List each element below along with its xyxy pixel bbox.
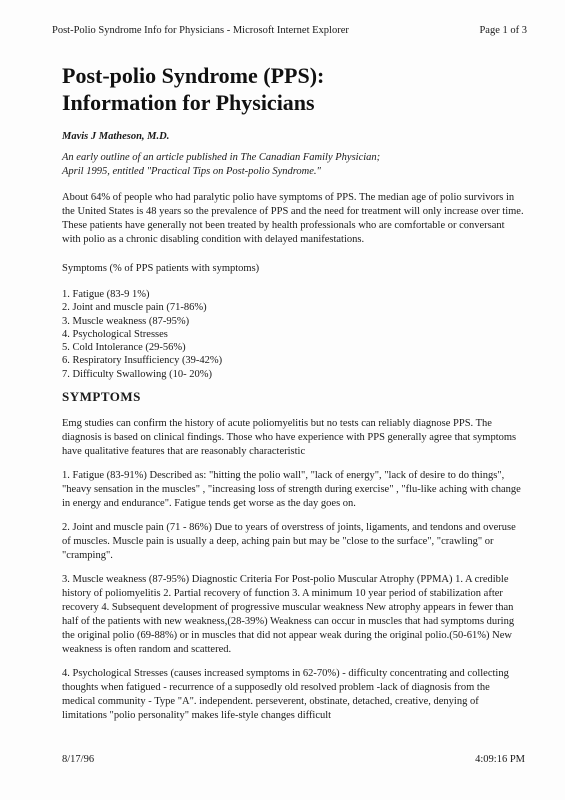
- symptoms-heading: Symptoms (% of PPS patients with symptoms): [62, 263, 260, 274]
- page-number: Page 1 of 3: [479, 25, 527, 36]
- print-date: 8/17/96: [62, 754, 95, 765]
- section-intro-paragraph: Emg studies can confirm the history of acute poliomyelitis but no tests can reliably diagnose PPS. The diagnosis is based on clinical findings. Those who have experience with PPS generally agree that symptoms have qualitative features that are reasonably characteristic: [62, 418, 517, 458]
- list-item: 5. Cold Intolerance (29-56%): [62, 342, 186, 354]
- list-item: 6. Respiratory Insufficiency (39-42%): [62, 355, 223, 367]
- fatigue-paragraph: 1. Fatigue (83-91%) Described as: "hitting the polio wall", "lack of energy", "lack of desire to do things", "heavy sensation in the muscles" , "increasing loss of strength during exercise" , "flu-like aching with change in energy and endurance". Fatigue tends get worse as the day goes on.: [62, 470, 521, 510]
- section-heading: SYMPTOMS: [62, 389, 141, 405]
- article-body: [62, 62, 524, 723]
- joint-pain-paragraph: 2. Joint and muscle pain (71 - 86%) Due to years of overstress of joints, ligaments, and tendons and overuse of muscles. Muscle pain is usually a deep, aching pain but may be "close to the surface", "crawling" or "cramping".: [62, 522, 516, 562]
- psychological-stress-paragraph: 4. Psychological Stresses (causes increased symptoms in 62-70%) - difficulty concentrating and collecting thoughts when fatigued - recurrence of a supposedly old resolved problem -lack of diagnosis from the medical community - Type "A". independent. perseverent, obstinate, detached, creative, denying of limitations "polio personality" makes life-style changes difficult: [62, 668, 509, 722]
- publication-note: An early outline of an article published in The Canadian Family Physician; April 1995, entitled "Practical Tips on Post-polio Syndrome.": [62, 152, 381, 177]
- list-item: 1. Fatigue (83-9 1%): [62, 289, 150, 300]
- print-time: 4:09:16 PM: [475, 754, 525, 765]
- author-name: Mavis J Matheson, M.D.: [62, 131, 170, 142]
- list-item: 4. Psychological Stresses: [62, 328, 168, 340]
- title-line-1: Post-polio Syndrome (PPS):: [62, 63, 325, 88]
- list-item: 7. Difficulty Swallowing (10- 20%): [62, 368, 212, 380]
- list-item: 2. Joint and muscle pain (71-86%): [62, 302, 207, 314]
- symptom-list: [62, 288, 524, 381]
- title-line-2: Information for Physicians: [62, 90, 315, 115]
- intro-paragraph: About 64% of people who had paralytic polio have symptoms of PPS. The median age of polio survivors in the United States is 48 years so the prevalence of PPS and the need for treatment will only increase over time. These patients have generally not been treated by health professionals who are comfortable or conversant with polio as a chronic disabling condition with delayed manifestations.: [62, 192, 524, 245]
- page-title: [62, 62, 524, 116]
- muscle-weakness-paragraph: 3. Muscle weakness (87-95%) Diagnostic Criteria For Post-polio Muscular Atrophy (PPMA) 1. A credible history of poliomyelitis 2. Partial recovery of function 3. A minimum 10 year period of stabilization after recovery 4. Subsequent development of progressive muscular weakness New atrophy appears in fewer than half of the patients with new weakness,(28-39%) Weakness can occur in muscles that had symptoms during the original polio (69-88%) or in muscles that did not appear weak during the original polio.(50-61%) New weakness is often random and scattered.: [62, 574, 515, 656]
- window-title: Post-Polio Syndrome Info for Physicians - Microsoft Internet Explorer: [52, 25, 349, 36]
- list-item: 3. Muscle weakness (87-95%): [62, 315, 190, 327]
